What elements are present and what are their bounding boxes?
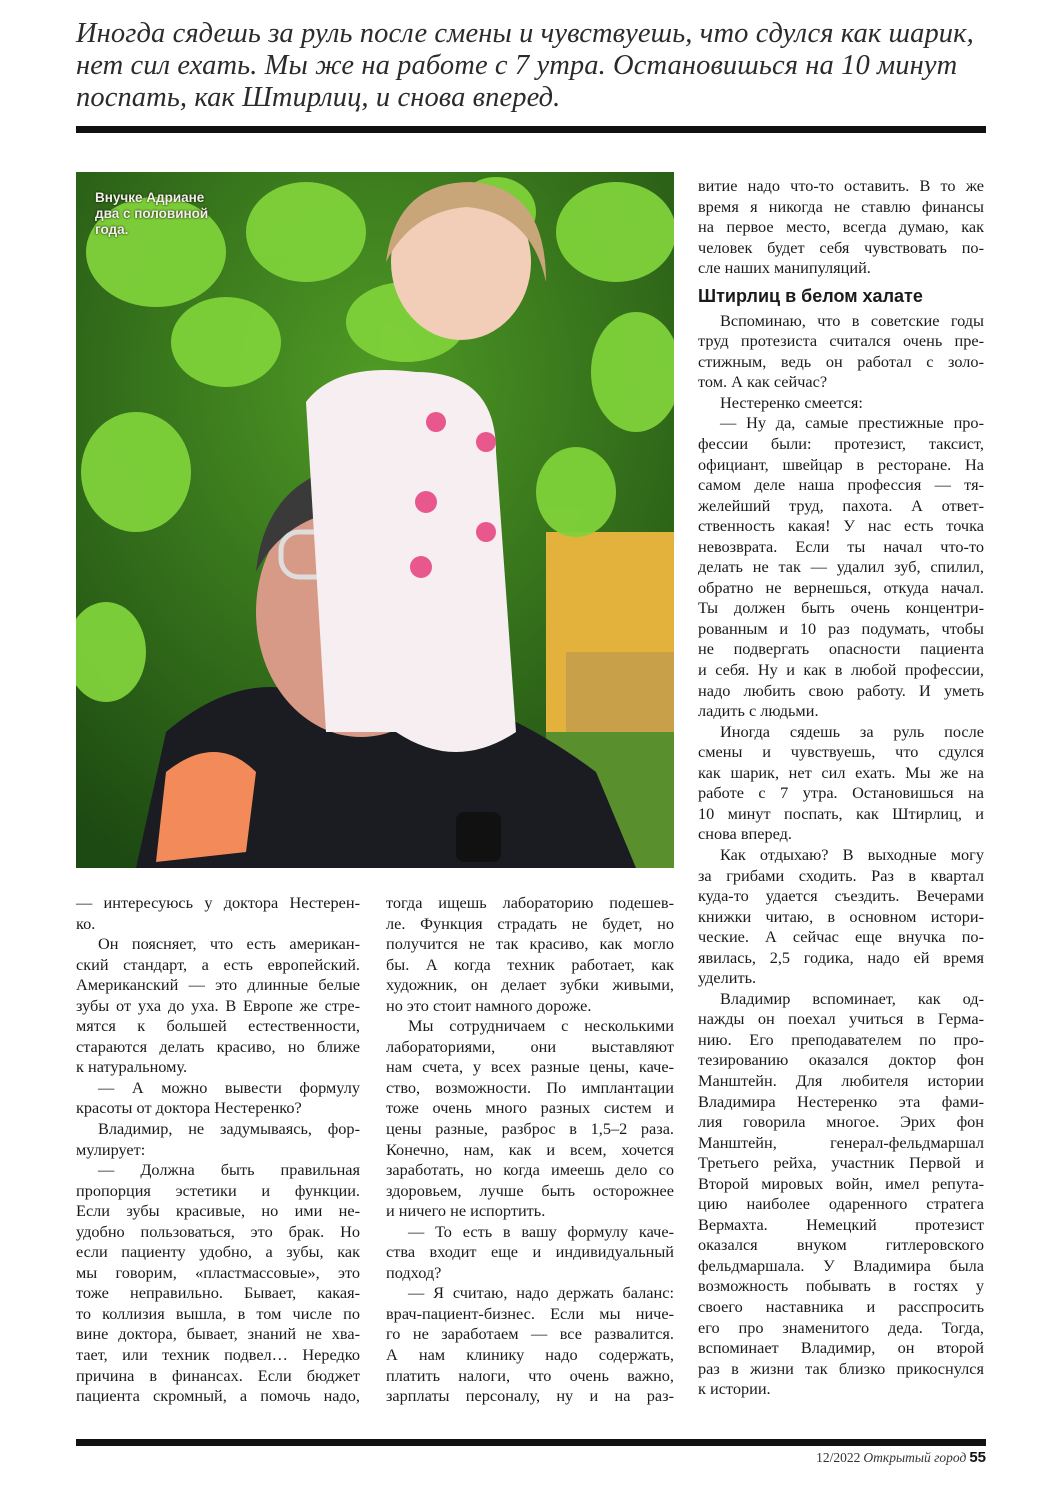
text-line: Манштейн. Для любителя истории	[698, 1070, 984, 1090]
text-line: художник, он делает зубки живыми,	[386, 975, 674, 995]
text-line: А нам клинику надо содержать,	[386, 1345, 674, 1365]
text-line: вине доктора, бывает, знаний не хва-	[76, 1324, 360, 1344]
text-line: на первое место, всегда думаю, как	[698, 217, 984, 237]
text-line: тогда ищешь лабораторию подешев-	[386, 893, 674, 912]
text-line: пациента скромный, а помочь надо,	[76, 1386, 360, 1406]
text-line: сле наших манипуляций.	[698, 258, 871, 278]
text-line: Если зубы красивые, но ими не-	[76, 1201, 360, 1221]
text-line: человек будет себя чувствовать по-	[698, 237, 984, 257]
text-line: как шарик, нет сил ехать. Мы же на	[698, 762, 984, 782]
text-line: — интересуюсь у доктора Нестерен-	[76, 893, 360, 912]
text-line: — Я считаю, надо держать баланс:	[408, 1283, 674, 1303]
photo-grandfather-and-granddaughter	[76, 172, 674, 868]
text-line: 10 минут поспать, как Штирлиц, и	[698, 803, 984, 823]
text-line: Иногда сядешь за руль после	[720, 721, 984, 741]
text-line: лабораториями, они выставляют	[386, 1036, 674, 1056]
text-line: не подвергать опасности пациента	[698, 639, 984, 659]
text-line: к натуральному.	[76, 1057, 188, 1077]
text-line: ства входит еще и индивидуальный	[386, 1242, 674, 1262]
page-number: 55	[969, 1449, 986, 1466]
text-line: тает, или техник подвел… Нередко	[76, 1345, 360, 1365]
text-line: Манштейн, генерал-фельдмаршал	[698, 1132, 984, 1152]
text-line: Он поясняет, что есть американ-	[98, 934, 360, 954]
text-line: стараются делать красиво, но ближе	[76, 1036, 360, 1056]
pull-quote-line: нет сил ехать. Мы же на работе с 7 утра. Остановишься на 10 минут	[76, 50, 958, 81]
text-line: зарплаты персоналу, ну и на раз-	[386, 1386, 674, 1406]
orange-cloth	[156, 752, 256, 862]
text-line: рованным и 10 раз подумать, чтобы	[698, 618, 984, 638]
paragraph	[698, 176, 984, 279]
text-line: уделить.	[698, 968, 757, 988]
article-column-left	[76, 893, 360, 1407]
text-line: обратно не вернешься, откуда начал.	[698, 577, 984, 597]
text-line: Владимир, не задумываясь, фор-	[98, 1119, 360, 1139]
paragraph	[386, 1016, 674, 1221]
text-line: лия говорила многое. Эрих фон	[698, 1112, 984, 1132]
text-line: тоже очень много разных систем и	[386, 1098, 674, 1118]
caption-line: года.	[95, 222, 129, 237]
text-line: куда-то удается съездить. Вечерами	[698, 886, 984, 906]
text-line: пропорция эстетики и функции.	[76, 1180, 360, 1200]
caption-line: два с половиной	[95, 206, 209, 221]
text-line: нажды он поехал учиться в Герма-	[698, 1009, 984, 1029]
paragraph	[76, 1078, 360, 1119]
text-line: цены разные, разброс в 1,5–2 раза.	[386, 1119, 674, 1139]
text-line: Вспоминаю, что в советские годы	[720, 310, 984, 330]
text-line: причина в финансах. Если бюджет	[76, 1365, 360, 1385]
text-line: то коллизия вышла, в том числе по	[76, 1303, 360, 1323]
text-line: здоровьем, лучше быть осторожнее	[386, 1180, 674, 1200]
article-column-middle	[386, 893, 674, 1407]
text-line: работе с 7 утра. Остановишься на	[698, 783, 984, 803]
paragraph	[386, 1283, 674, 1406]
text-line: нию. Его преподавателем по про-	[698, 1029, 984, 1049]
text-line: вспоминает Владимир, он второй	[698, 1338, 984, 1358]
text-line: тоже неправильно. Бывает, какая-	[76, 1283, 360, 1303]
text-line: Вермахта. Немецкий протезист	[698, 1214, 984, 1234]
text-line: за грибами сходить. Раз в квартал	[698, 865, 984, 885]
paragraph	[76, 893, 360, 934]
text-line: возможность побывать в гостях у	[698, 1276, 984, 1296]
text-line: мы говорим, «пластмассовые», это	[76, 1262, 360, 1282]
text-line: подход?	[386, 1262, 442, 1282]
pull-quote	[76, 18, 986, 114]
text-line: ский стандарт, а есть европейский.	[76, 954, 360, 974]
paragraph	[698, 413, 984, 721]
text-line: смены и чувствуешь, что сдулся	[698, 742, 984, 762]
paragraph	[698, 393, 984, 414]
text-line: Мы сотрудничаем с несколькими	[408, 1016, 674, 1036]
text-line: невозврата. Если ты начал что-то	[698, 536, 984, 556]
text-line: тезированию оказался доктор фон	[698, 1050, 984, 1070]
text-line: снова вперед.	[698, 824, 792, 844]
article-column-right	[698, 176, 984, 1400]
pull-quote-line: Иногда сядешь за руль после смены и чувствуешь, что сдулся как шарик,	[76, 18, 974, 49]
text-line: Конечно, нам, как и всем, хочется	[386, 1139, 674, 1159]
text-line: делать не так — удалил зуб, спилил,	[698, 557, 984, 577]
text-line: удобно пользоваться, это брак. Но	[76, 1221, 360, 1241]
text-line: ство, возможности. По имплантации	[386, 1077, 674, 1097]
page-footer	[816, 1449, 986, 1466]
text-line: витие надо что-то оставить. В то же	[698, 176, 984, 195]
issue-number: 12/2022	[816, 1450, 861, 1465]
text-line: зубы от уха до уха. В Европе же стре-	[76, 995, 360, 1015]
girl-dress	[306, 370, 516, 752]
caption-line: Внучке Адриане	[95, 190, 205, 205]
text-line: платить налоги, что очень важно,	[386, 1365, 674, 1385]
section-heading: Штирлиц в белом халате	[698, 285, 923, 306]
text-line: цию наиболее одаренного стратега	[698, 1194, 984, 1214]
text-line: Владимира Нестеренко эта фами-	[698, 1091, 984, 1111]
text-line: мулирует:	[76, 1139, 146, 1159]
text-line: к истории.	[698, 1379, 771, 1399]
text-line: ле. Функция страдать не будет, но	[386, 913, 674, 933]
paragraph	[76, 1160, 360, 1407]
text-line: врач-пациент-бизнес. Если мы ниче-	[386, 1303, 674, 1323]
text-line: мятся к большей естественности,	[76, 1016, 360, 1036]
text-line: фессии были: протезист, таксист,	[698, 434, 984, 454]
text-line: самом деле наша профессия — тя-	[698, 475, 984, 495]
text-line: стижным, ведь он работал с золо-	[698, 351, 984, 371]
text-line: го не заработаем — все развалится.	[386, 1324, 674, 1344]
text-line: надо любить свою работу. И уметь	[698, 680, 984, 700]
text-line: Ты должен быть очень концентри-	[698, 598, 984, 618]
paragraph	[386, 893, 674, 1016]
paragraph	[698, 722, 984, 845]
text-line: Нестеренко смеется:	[720, 392, 863, 412]
bottom-rule	[76, 1439, 986, 1446]
text-line: нам счета, у всех разные цены, каче-	[386, 1057, 674, 1077]
text-line: — А можно вывести формулу	[98, 1077, 360, 1097]
text-line: заработать, но когда имеешь дело со	[386, 1160, 674, 1180]
text-line: фельдмаршала. У Владимира была	[698, 1255, 984, 1275]
text-line: том. А как сейчас?	[698, 372, 828, 392]
text-line: его про знаменитого деда. Тогда,	[698, 1317, 984, 1337]
text-line: Второй мировых войн, имел репута-	[698, 1173, 984, 1193]
text-line: Как отдыхаю? В выходные могу	[720, 844, 984, 864]
text-line: оказался внуком гитлеровского	[698, 1235, 984, 1255]
text-line: бы. А когда техник работает, как	[386, 954, 674, 974]
text-line: явилась, 2,5 годика, надо ей время	[698, 947, 984, 967]
text-line: своего наставника и расспросить	[698, 1296, 984, 1316]
text-line: официант, швейцар в ресторане. На	[698, 454, 984, 474]
text-line: желейший труд, пахота. А ответ-	[698, 495, 984, 515]
text-line: и ничего не испортить.	[386, 1201, 546, 1221]
text-line: — То есть в вашу формулу каче-	[408, 1221, 674, 1241]
text-line: получится не так красиво, как могло	[386, 934, 674, 954]
text-line: если пациенту удобно, а зубы, как	[76, 1242, 360, 1262]
text-line: раз в жизни так близко прикоснулся	[698, 1358, 984, 1378]
paragraph	[698, 989, 984, 1400]
magazine-name: Открытый город	[863, 1450, 967, 1465]
text-line: ственность какая! У нас есть точка	[698, 516, 984, 536]
text-line: Владимир вспоминает, как од-	[720, 988, 984, 1008]
paragraph	[386, 1222, 674, 1284]
paragraph	[76, 934, 360, 1078]
wristwatch	[456, 812, 501, 862]
text-line: красоты от доктора Нестеренко?	[76, 1098, 302, 1118]
text-line: — Должна быть правильная	[98, 1160, 360, 1180]
pull-quote-line: поспать, как Штирлиц, и снова вперед.	[76, 82, 561, 113]
text-line: и себя. Ну и как в любой профессии,	[698, 660, 984, 680]
paragraph	[698, 311, 984, 393]
photo-caption	[95, 190, 208, 238]
text-line: Третьего рейха, участник Первой и	[698, 1153, 984, 1173]
text-line: книжки читаю, в основном истори-	[698, 906, 984, 926]
top-rule	[76, 126, 986, 133]
paragraph	[698, 845, 984, 989]
text-line: ко.	[76, 913, 96, 933]
text-line: труд протезиста считался очень пре-	[698, 331, 984, 351]
text-line: ческие. А сейчас еще внучка по-	[698, 927, 984, 947]
paragraph	[76, 1119, 360, 1160]
text-line: — Ну да, самые престижные про-	[720, 413, 984, 433]
text-line: время я никогда не ставлю финансы	[698, 196, 984, 216]
photo-illustration	[76, 172, 674, 868]
text-line: но это стоит намного дороже.	[386, 995, 592, 1015]
text-line: Американский — это длинные белые	[76, 975, 360, 995]
text-line: ладить с людьми.	[698, 701, 819, 721]
